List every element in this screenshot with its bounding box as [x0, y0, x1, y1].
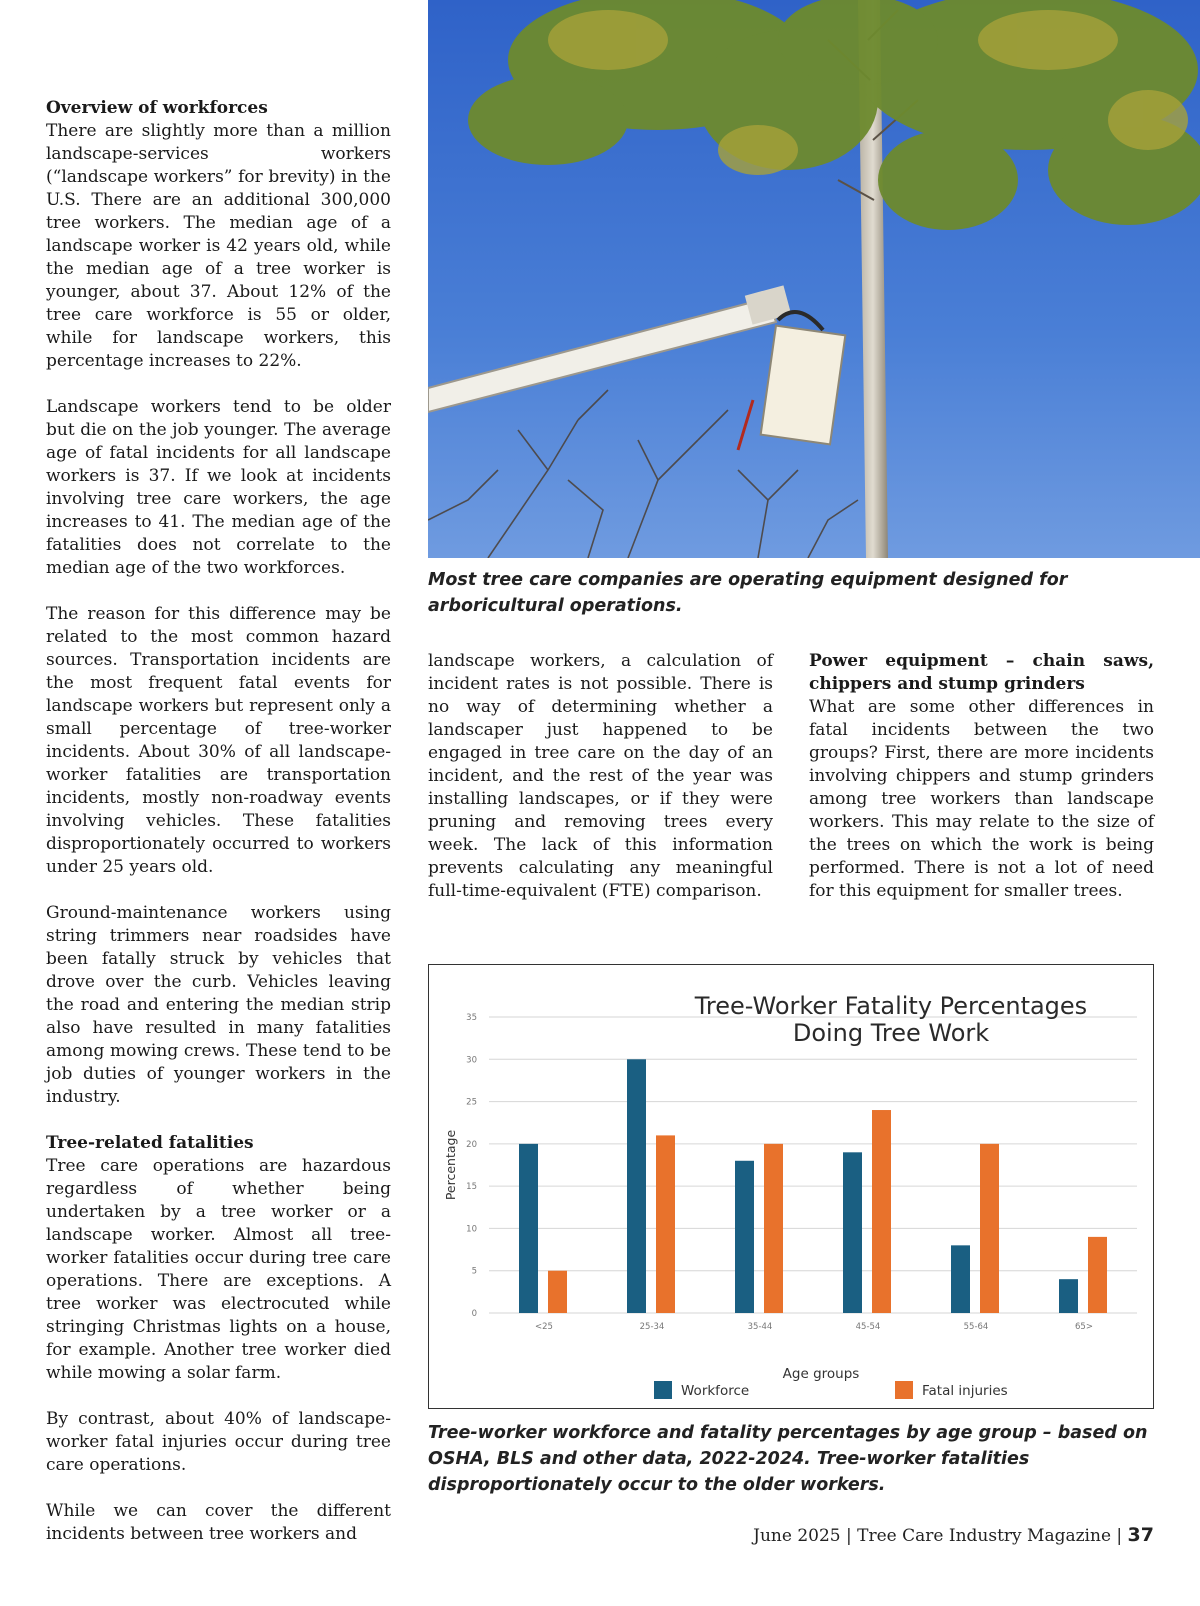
x-tick-label: 25-34 [639, 1322, 665, 1332]
bar-workforce-5 [1059, 1279, 1078, 1313]
power-equipment-heading: Power equipment – chain saws, chippers and stump grinders [809, 651, 1154, 694]
x-tick-label: 45-54 [855, 1322, 881, 1332]
bucket-truck-photo [428, 0, 1200, 558]
legend-swatch-0 [654, 1381, 672, 1399]
middle-paragraph-1: landscape workers, a calculation of incident rates is not possible. There is no way of determining whether a landscaper just happened to be engaged in tree care on the day of an incident, and the rest of the year was installing landscapes, or if they were pruning and removing trees every week. The lack of this information prevents calculating any meaningful full-time-equivalent (FTE) comparison. [428, 651, 773, 901]
right-column [809, 650, 1154, 926]
y-tick-label: 5 [471, 1266, 477, 1277]
bar-fatal-injuries-3 [872, 1110, 891, 1313]
bar-workforce-1 [627, 1059, 646, 1313]
y-tick-label: 20 [466, 1139, 477, 1150]
x-tick-label: <25 [535, 1322, 553, 1332]
y-tick-label: 30 [466, 1055, 477, 1066]
page-number: 37 [1127, 1524, 1154, 1546]
bar-fatal-injuries-0 [548, 1271, 567, 1313]
chart-caption: Tree-worker workforce and fatality percentages by age group – based on OSHA, BLS and other data, 2022-2024. Tree-worker fatalities disproportionately occur to the older workers. [428, 1423, 1148, 1495]
bar-workforce-2 [735, 1161, 754, 1313]
chart-title-line-2: Doing Tree Work [792, 1019, 990, 1047]
legend-label-0: Workforce [681, 1383, 750, 1399]
overview-paragraph-1: There are slightly more than a million landscape-services workers (“landscape workers” for brevity) in the U.S. There are an additional 300,000 tree workers. The median age of a landscape worker is 42 years old, while the median age of a tree worker is younger, about 37. About 12% of the tree care workforce is 55 or older, while for landscape workers, this percentage increases to 22%. [46, 121, 391, 371]
legend-swatch-1 [895, 1381, 913, 1399]
overview-paragraph-4: Ground-maintenance workers using string trimmers near roadsides have been fatally struck by vehicles that drove over the curb. Vehicles leaving the road and entering the median strip also have resulted in many fatalities among mowing crews. These tend to be job duties of younger workers in the industry. [46, 903, 391, 1107]
chart-y-ticks [466, 1013, 477, 1319]
y-tick-label: 15 [466, 1182, 477, 1193]
y-tick-label: 25 [466, 1097, 477, 1108]
y-tick-label: 35 [466, 1013, 477, 1023]
chart-gridlines [489, 1017, 1137, 1313]
overview-heading: Overview of workforces [46, 98, 268, 118]
bar-workforce-4 [951, 1245, 970, 1313]
x-tick-label: 35-44 [747, 1322, 773, 1332]
bar-workforce-0 [519, 1144, 538, 1313]
left-column [46, 97, 391, 1569]
bar-fatal-injuries-5 [1088, 1237, 1107, 1313]
chart-x-ticks [535, 1322, 1093, 1332]
photo-illustration [428, 0, 1200, 558]
right-paragraph-1: What are some other differences in fatal incidents between the two groups? First, there are more incidents involving chippers and stump grinders among tree workers than landscape workers. This may relate to the size of the trees on which the work is being performed. There is not a lot of need for this equipment for smaller trees. [809, 697, 1154, 901]
overview-paragraph-2: Landscape workers tend to be older but die on the job younger. The average age of fatal incidents for all landscape workers is 37. If we look at incidents involving tree care workers, the age increases to 41. The median age of the fatalities does not correlate to the median age of the two workforces. [46, 397, 391, 578]
photo-caption: Most tree care companies are operating equipment designed for arboricultural operations. [428, 570, 1068, 616]
x-tick-label: 55-64 [963, 1322, 989, 1332]
page-footer [753, 1524, 1154, 1546]
footer-issue: June 2025 | Tree Care Industry Magazine | [753, 1526, 1123, 1546]
tree-paragraph-3: While we can cover the different incidents between tree workers and [46, 1501, 391, 1544]
legend-label-1: Fatal injuries [922, 1383, 1008, 1399]
y-tick-label: 10 [466, 1224, 477, 1235]
tree-paragraph-1: Tree care operations are hazardous regardless of whether being undertaken by a tree worker or a landscape worker. Almost all tree-worker fatalities occur during tree care operations. There are exceptions. A tree worker was electrocuted while stringing Christmas lights on a house, for example. Another tree worker died while mowing a solar farm. [46, 1156, 391, 1383]
y-tick-label: 0 [471, 1309, 477, 1319]
bar-fatal-injuries-4 [980, 1144, 999, 1313]
tree-fatalities-heading: Tree-related fatalities [46, 1133, 254, 1153]
fatality-chart [428, 964, 1154, 1409]
chart-x-axis-label: Age groups [782, 1366, 860, 1382]
overview-paragraph-3: The reason for this difference may be related to the most common hazard sources. Transportation incidents are the most frequent fatal events for landscape workers but represent only a small percentage of tree-worker incidents. About 30% of all landscape-worker fatalities are transportation incidents, mostly non-roadway events involving vehicles. These fatalities disproportionately occurred to workers under 25 years old. [46, 604, 391, 877]
x-tick-label: 65> [1075, 1322, 1093, 1332]
bar-fatal-injuries-2 [764, 1144, 783, 1313]
chart-title-line-1: Tree-Worker Fatality Percentages [694, 992, 1088, 1020]
bar-fatal-injuries-1 [656, 1135, 675, 1313]
chart-canvas [429, 965, 1152, 1407]
tree-paragraph-2: By contrast, about 40% of landscape-worker fatal injuries occur during tree care operations. [46, 1409, 391, 1475]
chart-legend [654, 1381, 1008, 1399]
chart-y-axis-label: Percentage [443, 1129, 458, 1201]
middle-column [428, 650, 773, 926]
bar-workforce-3 [843, 1152, 862, 1313]
